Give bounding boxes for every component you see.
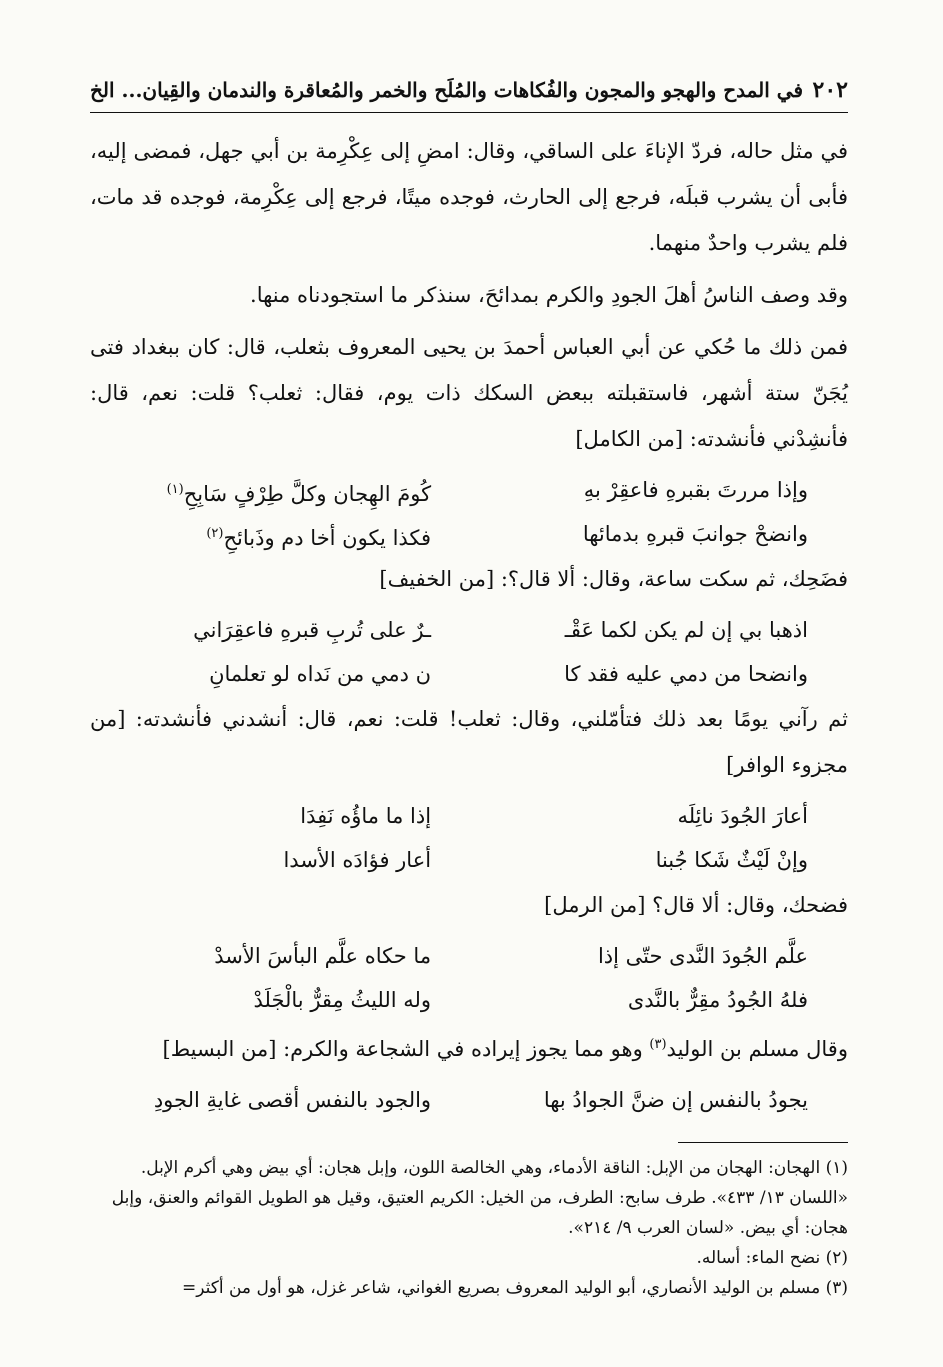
footnote-ref-2: (٢) — [206, 526, 224, 541]
verse-5-first: أعارَ الجُودَ نائِلَه — [677, 804, 808, 828]
footnote-3: (٣) مسلم بن الوليد الأنصاري، أبو الوليد المعروف بصريع الغواني، شاعر غزل، هو أول من أكثر= — [182, 1278, 848, 1298]
verse-4 — [90, 652, 848, 696]
page-number: ٢٠٢ — [812, 77, 848, 103]
footnote-divider — [678, 1142, 848, 1143]
verse-8 — [90, 978, 848, 1022]
footnote-ref-1: (١) — [166, 482, 184, 497]
verse-3-first: اذهبا بي إن لم يكن لكما عَقْـ — [564, 618, 808, 642]
verse-9 — [90, 1078, 848, 1122]
verse-6 — [90, 838, 848, 882]
verse-3-second: ـرٌ على تُربِ قبرهِ فاعقِرَاني — [193, 618, 432, 642]
verse-9-first: يجودُ بالنفس إن ضنَّ الجوادُ بها — [543, 1088, 808, 1112]
paragraph-1: في مثل حاله، فردّ الإناءَ على الساقي، وقال: امضِ إلى عِكْرِمة بن أبي جهل، فمضى إليه، فأبى أن يشرب قبلَه، فرجع إلى الحارث، فوجده ميتًا، فرجع إلى عِكْرِمة، فوجده قد مات، فلم يشرب واحدٌ منهما. — [90, 139, 848, 255]
verse-3 — [90, 608, 848, 652]
verse-7-second: ما حكاه علَّم البأسَ الأسدْ — [214, 944, 432, 968]
verse-8-first: فلهُ الجُودُ مقِرٌّ بالنَّدى — [627, 988, 808, 1012]
verse-1-first: وإذا مررتَ بقبرهِ فاعقِرْ بهِ — [583, 478, 808, 502]
verse-5 — [90, 794, 848, 838]
paragraph-6: فضحك، وقال: ألا قال؟ [من الرمل] — [544, 893, 848, 917]
running-title: في المدح والهجو والمجون والفُكاهات والمُلَح والخمر والمُعاقرة والندمان والقِيان... الخ — [90, 78, 804, 102]
footnote-2: (٢) نضح الماء: أساله. — [696, 1248, 848, 1268]
paragraph-4: فضَحِك، ثم سكت ساعة، وقال: ألا قال؟: [من الخفيف] — [379, 567, 848, 591]
verse-4-second: ن دمي من نَداه لو تعلمانِ — [209, 662, 432, 686]
verse-7 — [90, 934, 848, 978]
verse-6-second: أعار فؤادَه الأسدا — [283, 848, 432, 872]
paragraph-5: ثم رآني يومًا بعد ذلك فتأمّلني، وقال: ثعلب! قلت: نعم، قال: أنشدني فأنشدته: [من مجزوء الوافر] — [90, 707, 848, 777]
main-text — [90, 128, 848, 1122]
verse-6-first: وإنْ لَيْثٌ شَكا جُبنا — [655, 848, 808, 872]
verse-7-first: علَّم الجُودَ النَّدى حتّى إذا — [597, 944, 808, 968]
verse-1 — [90, 468, 848, 512]
verse-2-first: وانضحْ جوانبَ قبرهِ بدمائها — [582, 522, 808, 546]
verse-2 — [90, 512, 848, 556]
running-header — [90, 68, 848, 113]
footnote-ref-3: (٣) — [649, 1037, 667, 1052]
verse-1-second: كُومَ الهِجان وكلَّ طِرْفٍ سَابِحِ$^{(١)}$ — [166, 482, 432, 506]
verse-4-first: وانضحا من دمي عليه فقد كا — [564, 662, 808, 686]
paragraph-7: وقال مسلم بن الوليد$^{(٣)}$ وهو مما يجوز إيراده في الشجاعة والكرم: [من البسيط] — [162, 1037, 848, 1061]
footnotes — [90, 1142, 848, 1303]
verse-9-second: والجود بالنفس أقصى غايةِ الجودِ — [153, 1088, 432, 1112]
footnote-1: (١) الهجان: الهجان من الإبل: الناقة الأدماء، وهي الخالصة اللون، وإبل هجان: أي بيض وهي أكرم الإبل. «اللسان ١٣/ ٤٣٣». طرف سابح: الطرف، من الخيل: الكريم العتيق، وقيل هو الطويل القوائم والعنق، وإبل هجان: أي بيض. «لسان العرب ٩/ ٢١٤». — [111, 1158, 848, 1238]
verse-2-second: فكذا يكون أخا دم وذَبائحِ$^{(٢)}$ — [206, 526, 432, 550]
paragraph-3: فمن ذلك ما حُكي عن أبي العباس أحمدَ بن يحيى المعروف بثعلب، قال: كان ببغداد فتى يُجَنّ ستة أشهر، فاستقبلته ببعض السكك ذات يوم، فقال: ثعلب؟ قلت: نعم، قال: فأنشِدْني فأنشدته: [من الكامل] — [90, 335, 848, 451]
verse-5-second: إذا ما ماؤُه نَفِدَا — [300, 804, 432, 828]
verse-8-second: وله الليثُ مِقرٌّ بالْجَلَدْ — [253, 988, 432, 1012]
paragraph-2: وقد وصف الناسُ أهلَ الجودِ والكرم بمدائحَ، سنذكر ما استجودناه منها. — [250, 283, 848, 307]
